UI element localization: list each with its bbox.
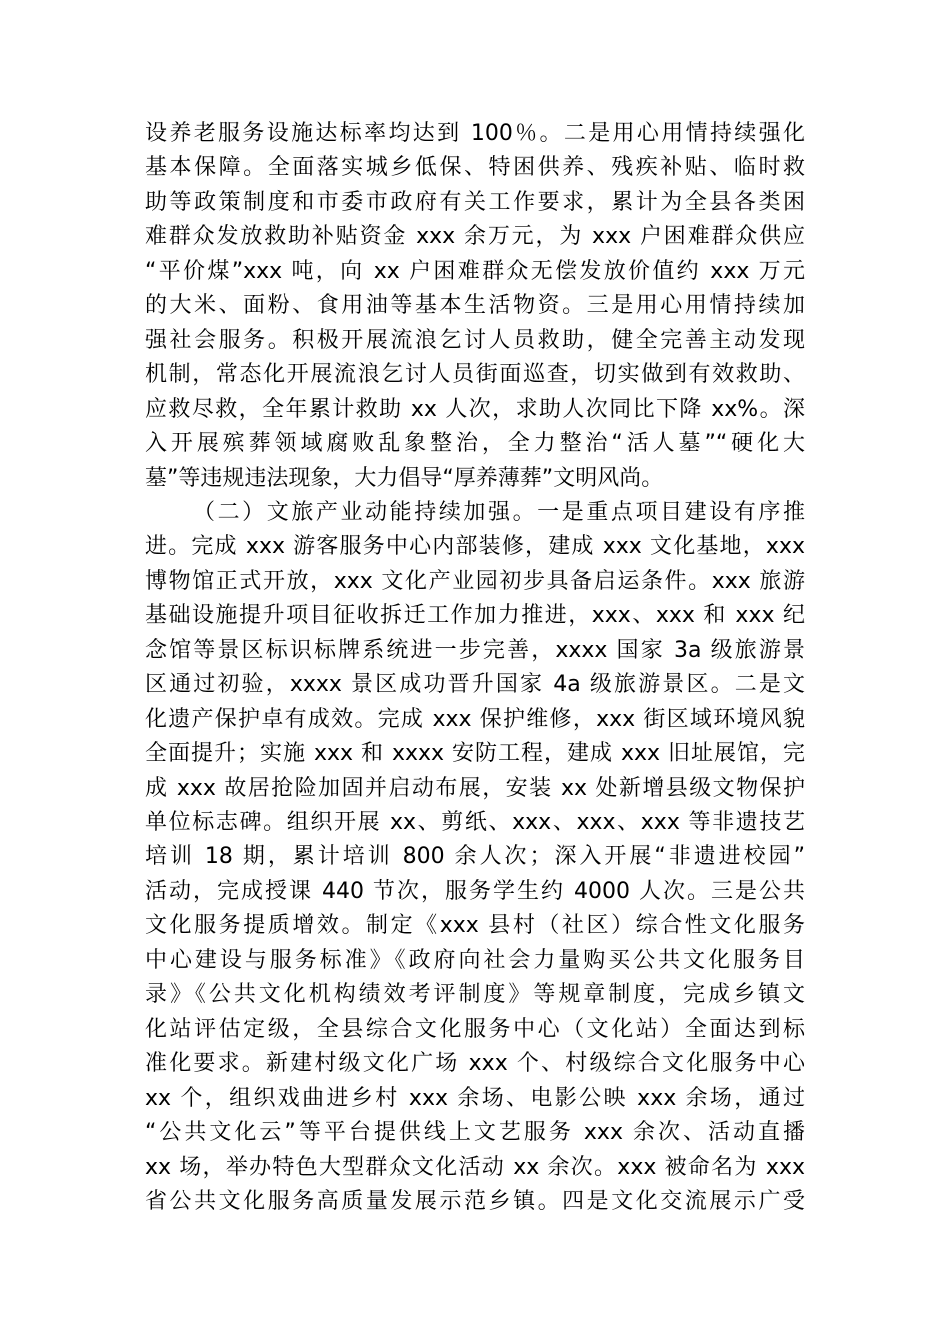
text-line: 入开展殡葬领域腐败乱象整治，全力整治“活人墓”“硬化大 [145,431,805,456]
text-line: 难群众发放救助补贴资金 xxx 余万元，为 xxx 户困难群众供应 [145,224,805,249]
text-line: （二）文旅产业动能持续加强。一是重点项目建设有序推 [193,500,805,525]
text-line: 博物馆正式开放，xxx 文化产业园初步具备启运条件。xxx 旅游 [145,569,805,594]
text-line: 设养老服务设施达标率均达到 100％。二是用心用情持续强化 [145,121,805,146]
text-line: 进。完成 xxx 游客服务中心内部装修，建成 xxx 文化基地，xxx [145,534,805,559]
text-line: 化站评估定级，全县综合文化服务中心（文化站）全面达到标 [145,1017,805,1042]
text-line: 中心建设与服务标准》《政府向社会力量购买公共文化服务目 [145,948,805,973]
text-line: 文化服务提质增效。制定《xxx 县村（社区）综合性文化服务 [145,913,805,938]
text-line: 成 xxx 故居抢险加固并启动布展，安装 xx 处新增县级文物保护 [145,776,805,801]
text-line: 全面提升；实施 xxx 和 xxxx 安防工程，建成 xxx 旧址展馆，完 [145,741,805,766]
text-line: 化遗产保护卓有成效。完成 xxx 保护维修，xxx 街区域环境风貌 [145,707,805,732]
text-line: “平价煤”xxx 吨，向 xx 户困难群众无偿发放价值约 xxx 万元 [145,259,805,284]
text-line: xx 场，举办特色大型群众文化活动 xx 余次。xxx 被命名为 xxx [145,1155,805,1180]
text-line: 单位标志碑。组织开展 xx、剪纸、xxx、xxx、xxx 等非遗技艺 [145,810,805,835]
text-line: xx 个，组织戏曲进乡村 xxx 余场、电影公映 xxx 余场，通过 [145,1086,805,1111]
text-line: 准化要求。新建村级文化广场 xxx 个、村级综合文化服务中心 [145,1051,805,1076]
text-line: 机制，常态化开展流浪乞讨人员街面巡查，切实做到有效救助、 [145,362,805,387]
text-line: 区通过初验，xxxx 景区成功晋升国家 4a 级旅游景区。二是文 [145,672,805,697]
text-line: 录》《公共文化机构绩效考评制度》等规章制度，完成乡镇文 [145,982,805,1007]
text-line: 省公共文化服务高质量发展示范乡镇。四是文化交流展示广受 [145,1189,805,1214]
text-line: “公共文化云”等平台提供线上文艺服务 xxx 余次、活动直播 [145,1120,805,1145]
text-line: 培训 18 期，累计培训 800 余人次；深入开展“非遗进校园” [145,844,805,869]
text-line: 强社会服务。积极开展流浪乞讨人员救助，健全完善主动发现 [145,328,805,353]
text-line: 应救尽救，全年累计救助 xx 人次，求助人次同比下降 xx%。深 [145,397,805,422]
text-line: 的大米、面粉、食用油等基本生活物资。三是用心用情持续加 [145,293,805,318]
text-line: 活动，完成授课 440 节次，服务学生约 4000 人次。三是公共 [145,879,805,904]
text-line: 念馆等景区标识标牌系统进一步完善，xxxx 国家 3a 级旅游景 [145,638,805,663]
text-line: 墓”等违规违法现象，大力倡导“厚养薄葬”文明风尚。 [145,466,664,491]
text-line: 基础设施提升项目征收拆迁工作加力推进，xxx、xxx 和 xxx 纪 [145,603,805,628]
text-line: 基本保障。全面落实城乡低保、特困供养、残疾补贴、临时救 [145,155,805,180]
text-line: 助等政策制度和市委市政府有关工作要求，累计为全县各类困 [145,190,805,215]
